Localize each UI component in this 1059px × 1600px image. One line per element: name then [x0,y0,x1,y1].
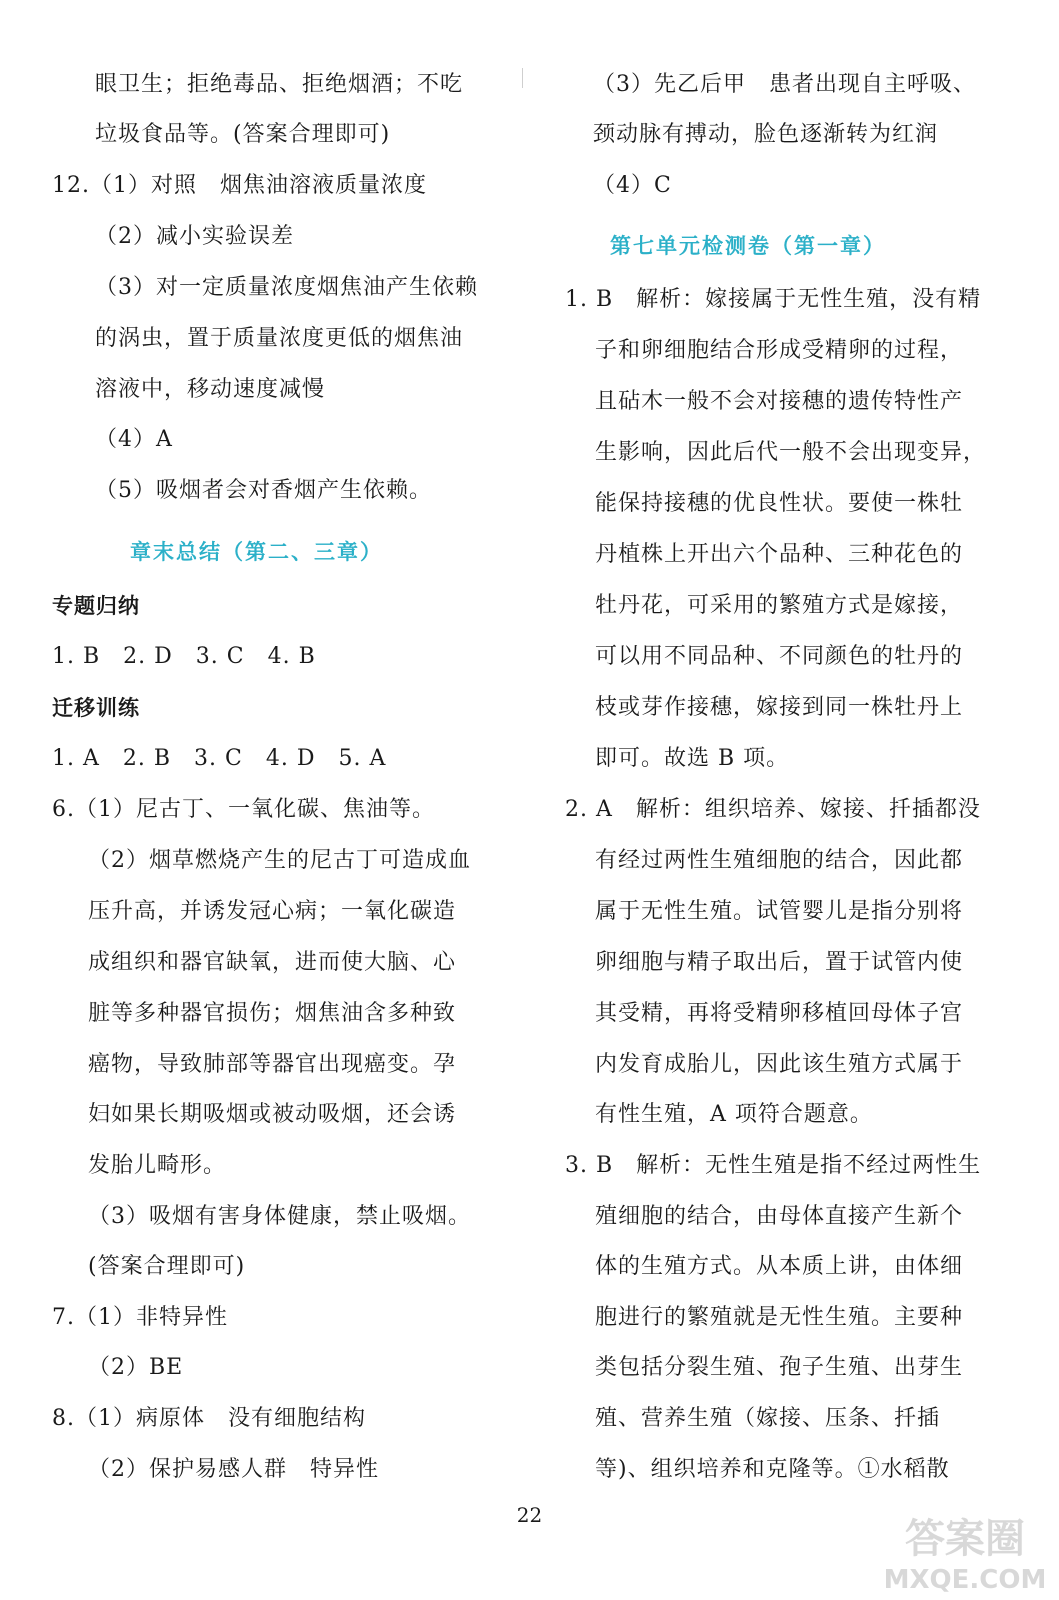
text-line: 即可。故选 B 项。 [595,746,790,771]
answer-line: 1. B 2. D 3. C 4. B [52,644,316,669]
text-line: 胞进行的繁殖就是无性生殖。主要种 [595,1305,964,1330]
text-line: 8.（1）病原体 没有细胞结构 [52,1406,366,1431]
text-line: 且砧木一般不会对接穗的遗传特性产 [595,389,964,414]
text-line: （4）C [593,173,672,198]
text-line: 的涡虫，置于质量浓度更低的烟焦油 [95,326,464,351]
text-line: （5）吸烟者会对香烟产生依赖。 [95,478,432,503]
text-line: 1. B 解析：嫁接属于无性生殖，没有精 [565,287,982,312]
text-line: 卵细胞与精子取出后，置于试管内使 [595,950,964,975]
text-line: 可以用不同品种、不同颜色的牡丹的 [595,644,964,669]
watermark-logo [880,1500,1050,1596]
text-line: 生影响，因此后代一般不会出现变异， [595,440,987,465]
text-line: 等)、组织培养和克隆等。①水稻散 [595,1457,950,1482]
text-line: （3）先乙后甲 患者出现自主呼吸、 [593,72,976,97]
text-line: (答案合理即可) [88,1254,246,1279]
text-line: 丹植株上开出六个品种、三种花色的 [595,542,964,567]
column-divider [522,68,523,88]
section-title: 章末总结（第二、三章） [130,540,383,564]
subsection-heading: 专题归纳 [52,594,140,618]
text-line: 垃圾食品等。(答案合理即可) [95,122,391,147]
text-line: （2）烟草燃烧产生的尼古丁可造成血 [88,848,471,873]
text-line: 殖、营养生殖（嫁接、压条、扦插 [595,1406,941,1431]
text-line: 12.（1）对照 烟焦油溶液质量浓度 [52,173,427,198]
text-line: （3）对一定质量浓度烟焦油产生依赖 [95,275,478,300]
watermark-url-text: MXQE.COM [883,1565,1047,1595]
text-line: （2）减小实验误差 [95,224,294,249]
text-line: 颈动脉有搏动，脸色逐渐转为红润 [593,122,939,147]
text-line: 6.（1）尼古丁、一氧化碳、焦油等。 [52,797,435,822]
text-line: 发胎儿畸形。 [88,1153,227,1178]
text-line: 成组织和器官缺氧，进而使大脑、心 [88,950,457,975]
text-line: 癌物，导致肺部等器官出现癌变。孕 [88,1052,457,1077]
text-line: （2）BE [88,1355,184,1380]
text-line: 7.（1）非特异性 [52,1305,228,1330]
text-line: 2. A 解析：组织培养、嫁接、扦插都没 [565,797,981,822]
text-line: （3）吸烟有害身体健康，禁止吸烟。 [88,1204,471,1229]
text-line: 牡丹花，可采用的繁殖方式是嫁接， [595,593,964,618]
watermark-logo-text: 答案圈 [905,1516,1025,1562]
answer-line: 1. A 2. B 3. C 4. D 5. A [52,746,387,771]
text-line: 眼卫生；拒绝毒品、拒绝烟酒；不吃 [95,72,464,97]
text-line: 3. B 解析：无性生殖是指不经过两性生 [565,1153,982,1178]
text-line: 枝或芽作接穗，嫁接到同一株牡丹上 [595,695,964,720]
subsection-heading: 迁移训练 [52,696,140,720]
section-title: 第七单元检测卷（第一章） [610,234,886,258]
text-line: 妇如果长期吸烟或被动吸烟，还会诱 [88,1102,457,1127]
text-line: 属于无性生殖。试管婴儿是指分别将 [595,899,964,924]
text-line: 有性生殖，A 项符合题意。 [595,1102,873,1127]
text-line: 体的生殖方式。从本质上讲，由体细 [595,1254,964,1279]
text-line: 有经过两性生殖细胞的结合，因此都 [595,848,964,873]
text-line: 压升高，并诱发冠心病；一氧化碳造 [88,899,457,924]
text-line: 殖细胞的结合，由母体直接产生新个 [595,1204,964,1229]
text-line: 脏等多种器官损伤；烟焦油含多种致 [88,1001,457,1026]
text-line: 能保持接穗的优良性状。要使一株牡 [595,491,964,516]
text-line: 子和卵细胞结合形成受精卵的过程， [595,338,964,363]
text-line: （2）保护易感人群 特异性 [88,1457,379,1482]
text-line: 其受精，再将受精卵移植回母体子宫 [595,1001,964,1026]
page-number: 22 [516,1503,543,1527]
text-line: 类包括分裂生殖、孢子生殖、出芽生 [595,1355,964,1380]
text-line: 内发育成胎儿，因此该生殖方式属于 [595,1052,964,1077]
text-line: 溶液中，移动速度减慢 [95,377,326,402]
text-line: （4）A [95,427,173,452]
